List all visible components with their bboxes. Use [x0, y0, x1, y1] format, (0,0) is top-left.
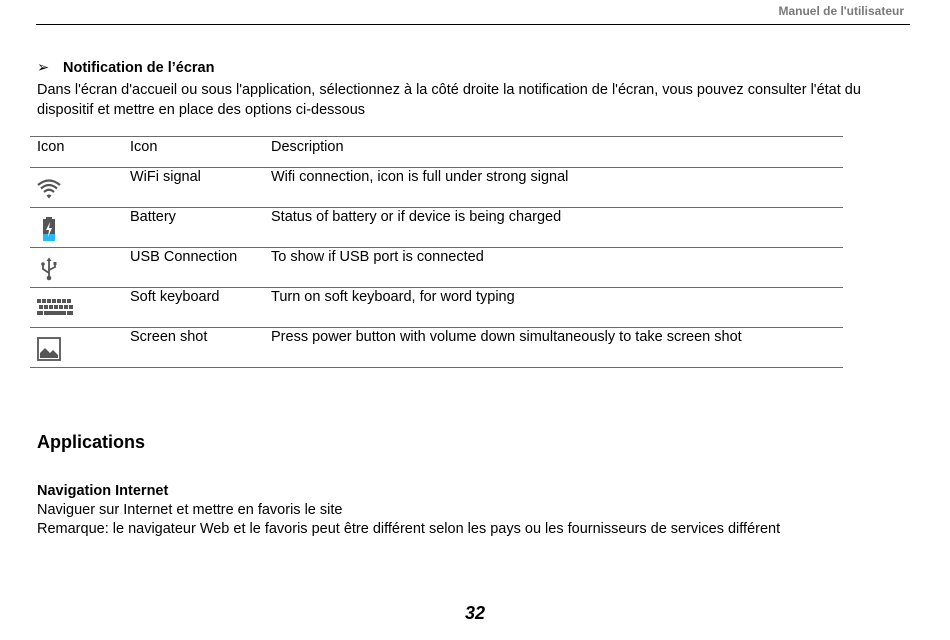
navigation-remark: Remarque: le navigateur Web et le favoris peut être différent selon les pays ou les fournisseurs de services différent: [37, 521, 781, 537]
battery-icon: [37, 217, 63, 243]
header-rule: [36, 24, 910, 25]
keyboard-icon: [37, 297, 77, 323]
table-row: [30, 288, 843, 328]
icon-name: Screen shot: [130, 328, 271, 368]
icon-description: Status of battery or if device is being charged: [271, 208, 843, 248]
applications-heading: Applications: [37, 432, 146, 452]
header-cell: Description: [271, 137, 843, 168]
table-header-row: [30, 137, 843, 168]
icon-name: WiFi signal: [130, 168, 271, 208]
wifi-icon: [37, 177, 63, 203]
section-paragraph: Dans l'écran d'accueil ou sous l'application, sélectionnez à la côté droite la notification de l'écran, vous pouvez consulter l'état du dispositif et mettre en place des options ci-dessous: [37, 82, 861, 118]
icon-description: Press power button with volume down simultaneously to take screen shot: [271, 328, 843, 368]
screenshot-icon: [37, 337, 63, 363]
usb-icon: [37, 257, 63, 283]
navigation-description: Naviguer sur Internet et mettre en favoris le site: [37, 502, 343, 518]
icon-name: USB Connection: [130, 248, 271, 288]
table-row: [30, 328, 843, 368]
icon-description: Wifi connection, icon is full under strong signal: [271, 168, 843, 208]
section-title-text: Notification de l’écran: [63, 60, 215, 76]
page-number: 32: [464, 603, 486, 623]
table-row: [30, 168, 843, 208]
icon-description: To show if USB port is connected: [271, 248, 843, 288]
header-cell: Icon: [30, 137, 130, 168]
table-row: [30, 248, 843, 288]
navigation-internet-heading: Navigation Internet: [37, 483, 169, 499]
section-title: [37, 60, 214, 76]
table-row: [30, 208, 843, 248]
icon-description: Turn on soft keyboard, for word typing: [271, 288, 843, 328]
running-header: Manuel de l'utilisateur: [778, 4, 904, 18]
notification-icons-table: [30, 136, 843, 368]
header-cell: Icon: [130, 137, 271, 168]
arrow-bullet-icon: ➢: [37, 60, 50, 76]
icon-name: Battery: [130, 208, 271, 248]
icon-name: Soft keyboard: [130, 288, 271, 328]
